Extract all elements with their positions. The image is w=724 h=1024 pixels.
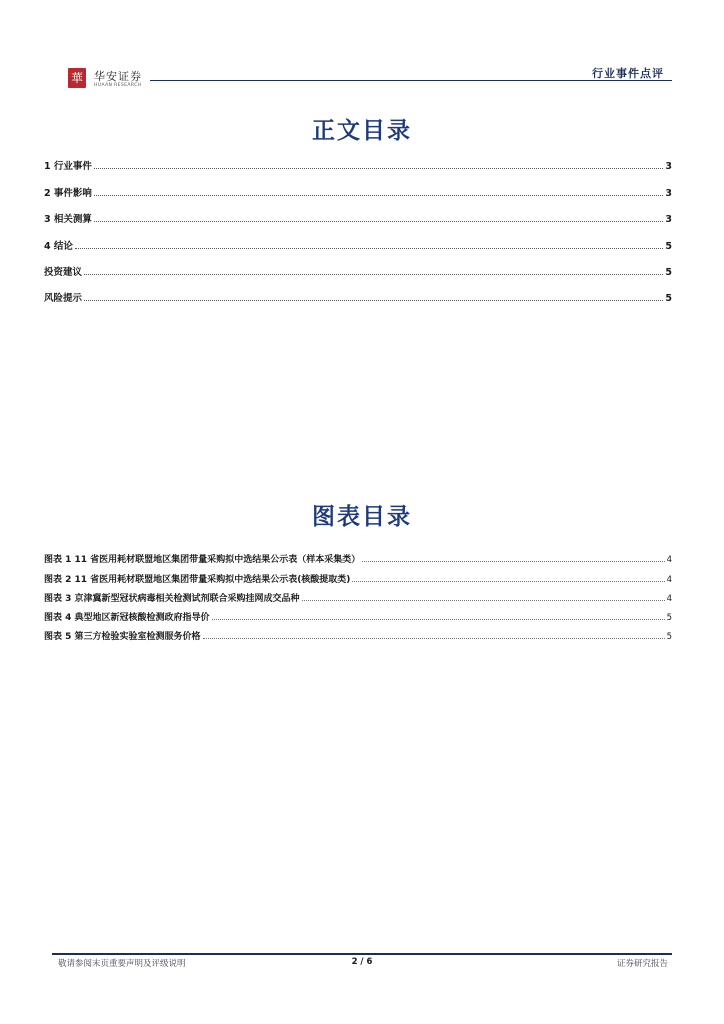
figure-entry-label: 图表 1 11 省医用耗材联盟地区集团带量采购拟中选结果公示表（样本采集类） <box>44 555 361 566</box>
page-number: 2 / 6 <box>351 957 373 967</box>
toc-entry[interactable] <box>44 252 672 278</box>
dot-leader <box>302 600 665 601</box>
figure-entry[interactable] <box>44 585 672 604</box>
report-type-label: 行业事件点评 <box>592 67 664 80</box>
figure-entry-page: 5 <box>666 632 672 643</box>
toc-entry[interactable] <box>44 225 672 251</box>
toc-entry-label: 投资建议 <box>44 266 83 278</box>
company-logo-subtitle: HUAAN RESEARCH <box>94 83 142 88</box>
toc-entry[interactable] <box>44 278 672 304</box>
company-logo-icon: 華 <box>68 68 86 88</box>
figure-entry[interactable] <box>44 546 672 565</box>
dot-leader <box>84 274 663 275</box>
figure-entry[interactable] <box>44 565 672 584</box>
dot-leader <box>84 300 663 301</box>
dot-leader <box>94 195 663 196</box>
toc-entry-label: 4 结论 <box>44 240 73 252</box>
figure-entry[interactable] <box>44 623 672 642</box>
page-footer <box>52 957 672 971</box>
dot-leader <box>352 581 664 582</box>
figure-list <box>44 546 672 642</box>
toc-entry[interactable] <box>44 172 672 198</box>
toc-entry-label: 2 事件影响 <box>44 187 92 199</box>
figure-entry-page: 4 <box>666 555 672 566</box>
figure-entry[interactable] <box>44 604 672 623</box>
figure-entry-label: 图表 3 京津冀新型冠状病毒相关检测试剂联合采购挂网成交品种 <box>44 593 300 604</box>
dot-leader <box>203 638 665 639</box>
figure-entry-page: 5 <box>666 613 672 624</box>
company-logo-name: 华安证券 <box>94 70 142 83</box>
toc-entry-label: 风险提示 <box>44 293 83 305</box>
figure-entry-label: 图表 2 11 省医用耗材联盟地区集团带量采购拟中选结果公示表(核酸提取类) <box>44 574 351 585</box>
dot-leader <box>75 248 663 249</box>
toc-entry-label: 1 行业事件 <box>44 161 92 173</box>
toc-entry-page: 5 <box>665 293 672 305</box>
toc-entry-page: 5 <box>665 266 672 278</box>
figure-entry-page: 4 <box>666 574 672 585</box>
toc-entry-page: 3 <box>665 214 672 226</box>
toc-entry[interactable] <box>44 146 672 172</box>
toc-entry-label: 3 相关测算 <box>44 214 92 226</box>
toc-entry-page: 3 <box>665 187 672 199</box>
toc-list <box>44 146 672 304</box>
figure-entry-label: 图表 5 第三方检验实验室检测服务价格 <box>44 632 201 643</box>
toc-entry[interactable] <box>44 199 672 225</box>
figure-entry-page: 4 <box>666 593 672 604</box>
figures-title: 图表目录 <box>312 504 412 530</box>
footer-doc-type: 证券研究报告 <box>616 959 668 969</box>
figure-entry-label: 图表 4 典型地区新冠核酸检测政府指导价 <box>44 613 210 624</box>
footer-disclaimer: 敬请参阅末页重要声明及评级说明 <box>58 959 186 969</box>
toc-title: 正文目录 <box>312 118 412 144</box>
toc-entry-page: 3 <box>665 161 672 173</box>
dot-leader <box>94 168 663 169</box>
dot-leader <box>212 619 665 620</box>
toc-entry-page: 5 <box>665 240 672 252</box>
page-header <box>66 62 672 92</box>
footer-divider <box>52 953 672 955</box>
dot-leader <box>362 561 664 562</box>
dot-leader <box>94 221 663 222</box>
